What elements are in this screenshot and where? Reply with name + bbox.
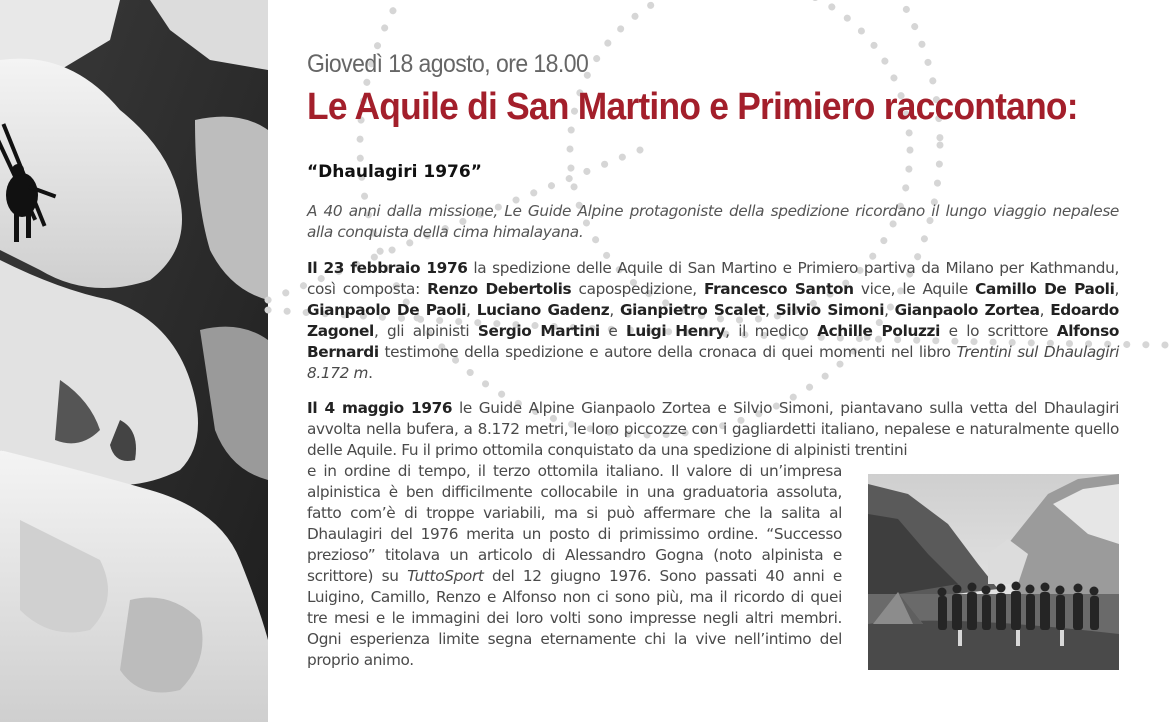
- text-span: , il medico: [725, 322, 818, 340]
- name-highlight: Luigi Henry: [625, 322, 726, 340]
- text-span: capospedizione,: [571, 280, 704, 298]
- text-span: ,: [1114, 280, 1119, 298]
- paragraph-summit: [307, 398, 1119, 461]
- text-span: ,: [765, 301, 776, 319]
- name-highlight: Achille Poluzzi: [817, 322, 941, 340]
- name-highlight: Renzo Debertolis: [427, 280, 572, 298]
- text-span: .: [368, 364, 373, 382]
- date-highlight: Il 4 maggio 1976: [307, 399, 453, 417]
- text-span: del 12 giugno 1976. Sono passati 40 anni e Luigino, Camillo, Renzo e Alfonso non ci sono più, ma il ricordo di quei tre mesi e le immagini dei loro volti sono impresse negli altri membri. Ogni esperienza limite segna eternamente chi la vive nell’intimo del proprio animo.: [307, 567, 842, 669]
- text-span: , gli alpinisti: [373, 322, 478, 340]
- name-highlight: Silvio Simoni: [775, 301, 885, 319]
- name-highlight: Gianpietro Scalet: [619, 301, 766, 319]
- book-title: Trentini sul Dhaulagiri 8.172 m: [307, 343, 1120, 382]
- paragraph-legacy: [307, 461, 842, 671]
- text-span: vice, le Aquile: [853, 280, 976, 298]
- page-title: Le Aquile di San Martino e Primiero raccontano:: [307, 86, 1078, 128]
- event-date: Giovedì 18 agosto, ore 18.00: [307, 50, 589, 78]
- name-highlight: Alfonso Bernardi: [307, 322, 1120, 361]
- text-span: e lo scrittore: [940, 322, 1057, 340]
- text-span: testimone della spedizione e autore della cronaca di quei momenti nel libro: [378, 343, 957, 361]
- intro-paragraph: A 40 anni dalla missione, Le Guide Alpine protagoniste della spedizione ricordano il lungo viaggio nepalese alla conquista della cima himalayana.: [307, 202, 1119, 241]
- text-span: le Guide Alpine Gianpaolo Zortea e Silvio Simoni, piantavano sulla vetta del Dhaulagiri avvolta nella bufera, a 8.172 metri, le loro piccozze con i gagliardetti italiano, nepalese e naturalmente quello delle Aquile. Fu il primo ottomila conquistato da una spedizione di alpinisti trentini: [307, 399, 1119, 459]
- text-span: ,: [884, 301, 895, 319]
- name-highlight: Edoardo Zagonel: [307, 301, 1119, 340]
- name-highlight: Luciano Gadenz: [476, 301, 610, 319]
- name-highlight: Sergio Martini: [477, 322, 600, 340]
- climber-photo: [0, 0, 268, 722]
- text-span: e: [599, 322, 626, 340]
- name-highlight: Gianpaolo Zortea: [894, 301, 1040, 319]
- name-highlight: Camillo De Paoli: [975, 280, 1115, 298]
- name-highlight: Francesco Santon: [703, 280, 854, 298]
- text-span: ,: [609, 301, 620, 319]
- newspaper-title: TuttoSport: [407, 567, 484, 585]
- text-span: la spedizione delle Aquile di San Martino e Primiero partiva da Milano per Kathmandu, così composta:: [307, 259, 1120, 298]
- expedition-group-photo: [868, 474, 1119, 670]
- name-highlight: Gianpaolo De Paoli: [307, 301, 467, 319]
- date-highlight: Il 23 febbraio 1976: [307, 259, 468, 277]
- event-subtitle: “Dhaulagiri 1976”: [307, 162, 482, 182]
- text-span: ,: [466, 301, 477, 319]
- text-span: e in ordine di tempo, il terzo ottomila italiano. Il valore di un’impresa alpinistica è ben difficilmente collocabile in una graduatoria assoluta, fatto com’è di troppe variabili, ma si può affermare che la salita al Dhaulagiri del 1976 merita un posto di primissimo ordine. “Successo prezioso” titolava un articolo di Alessandro Gogna (noto alpinista e scrittore) su: [307, 462, 842, 585]
- text-span: ,: [1039, 301, 1051, 319]
- paragraph-expedition: [307, 258, 1119, 384]
